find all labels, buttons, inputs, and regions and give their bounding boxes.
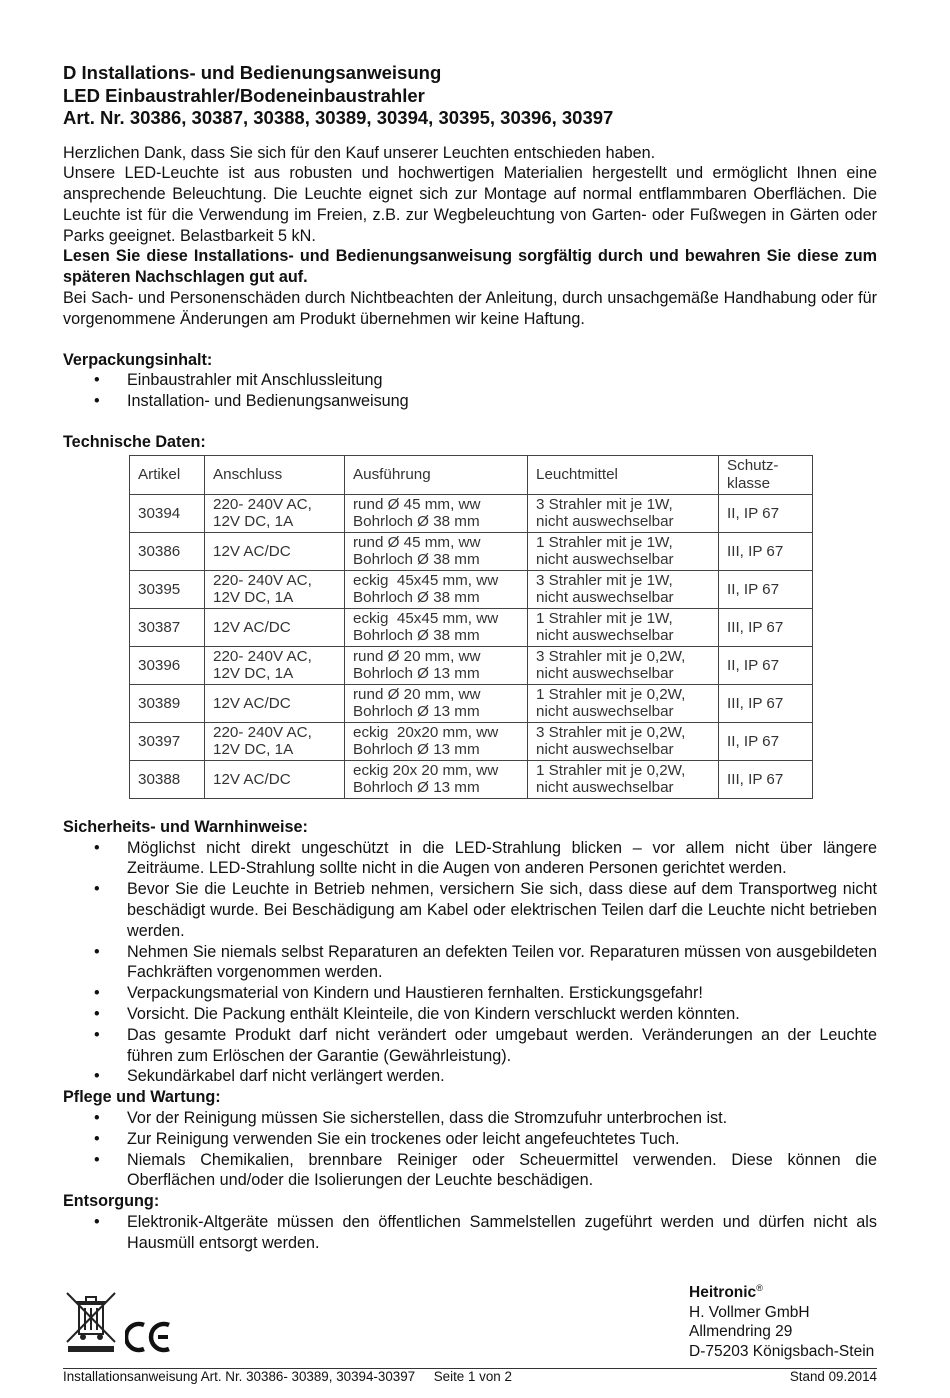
list-item: • Sekundärkabel darf nicht verlängert werden. [63, 1066, 877, 1087]
crossed-out-bin-icon [64, 1290, 118, 1354]
table-cell: 1 Strahler mit je 0,2W, nicht auswechselbar [528, 760, 719, 798]
table-cell: 3 Strahler mit je 1W, nicht auswechselbar [528, 570, 719, 608]
tech-table-body [130, 494, 813, 798]
table-cell: 1 Strahler mit je 1W, nicht auswechselbar [528, 532, 719, 570]
disposal-heading: Entsorgung: [63, 1192, 160, 1211]
table-cell: 220- 240V AC, 12V DC, 1A [205, 494, 345, 532]
table-cell: 30394 [130, 494, 205, 532]
table-cell: 30395 [130, 570, 205, 608]
table-cell: II, IP 67 [719, 494, 813, 532]
table-row [130, 646, 813, 684]
list-item: • Elektronik-Altgeräte müssen den öffentlichen Sammelstellen zugeführt werden und dürfen nicht als Hausmüll entsorgt werden. [63, 1212, 877, 1254]
table-cell: II, IP 67 [719, 570, 813, 608]
tech-heading: Technische Daten: [63, 433, 206, 452]
table-cell: 30387 [130, 608, 205, 646]
table-cell: 3 Strahler mit je 0,2W, nicht auswechselbar [528, 646, 719, 684]
intro-read-notice: Lesen Sie diese Installations- und Bedienungsanweisung sorgfältig durch und bewahren Sie diese zum späteren Nachschlagen gut auf. [63, 247, 877, 287]
table-cell: rund Ø 45 mm, ww Bohrloch Ø 38 mm [345, 494, 528, 532]
care-list [63, 1108, 877, 1191]
intro-section [63, 143, 877, 330]
company-brand: Heitronic [689, 1284, 757, 1302]
table-cell: II, IP 67 [719, 722, 813, 760]
table-cell: 12V AC/DC [205, 684, 345, 722]
column-header: Artikel [130, 455, 205, 494]
table-cell: 3 Strahler mit je 1W, nicht auswechselbar [528, 494, 719, 532]
table-cell: eckig 45x45 mm, ww Bohrloch Ø 38 mm [345, 570, 528, 608]
table-cell: eckig 45x45 mm, ww Bohrloch Ø 38 mm [345, 608, 528, 646]
table-cell: rund Ø 45 mm, ww Bohrloch Ø 38 mm [345, 532, 528, 570]
table-cell: 30397 [130, 722, 205, 760]
table-row [130, 684, 813, 722]
table-header-row [130, 455, 813, 494]
document-body [63, 62, 877, 1254]
table-row [130, 722, 813, 760]
safety-list [63, 838, 877, 1088]
title-line-3: Art. Nr. 30386, 30387, 30388, 30389, 30394, 30395, 30396, 30397 [63, 107, 614, 128]
list-item: • Das gesamte Produkt darf nicht verändert oder umgebaut werden. Veränderungen an der Leuchte führen zum Erlöschen der Garantie (Gewährleistung). [63, 1025, 877, 1067]
footer-document-info: Installationsanweisung Art. Nr. 30386- 30389, 30394-30397 Seite 1 von 2 [63, 1369, 512, 1384]
list-item: • Niemals Chemikalien, brennbare Reiniger oder Scheuermittel verwenden. Diese können die Oberflächen und/oder die Isolierungen der Leuchte beschädigen. [63, 1150, 877, 1192]
intro-thanks: Herzlichen Dank, dass Sie sich für den Kauf unserer Leuchten entschieden haben. [63, 143, 656, 162]
table-cell: eckig 20x20 mm, ww Bohrloch Ø 13 mm [345, 722, 528, 760]
title-line-1: D Installations- und Bedienungsanweisung [63, 62, 442, 83]
table-cell: III, IP 67 [719, 608, 813, 646]
table-cell: 12V AC/DC [205, 760, 345, 798]
intro-liability: Bei Sach- und Personenschäden durch Nichtbeachten der Anleitung, durch unsachgemäße Handhabung oder für vorgenommene Änderungen am Produkt übernehmen wir keine Haftung. [63, 289, 877, 328]
column-header: Anschluss [205, 455, 345, 494]
list-item: • Nehmen Sie niemals selbst Reparaturen an defekten Teilen vor. Reparaturen müssen von ausgebildeten Fachkräften vorgenommen werden. [63, 942, 877, 984]
tech-table [129, 455, 813, 799]
table-cell: 220- 240V AC, 12V DC, 1A [205, 722, 345, 760]
list-item: • Installation- und Bedienungsanweisung [63, 391, 877, 412]
list-item: • Vorsicht. Die Packung enthält Kleinteile, die von Kindern verschluckt werden könnten. [63, 1004, 877, 1025]
table-cell: 3 Strahler mit je 0,2W, nicht auswechselbar [528, 722, 719, 760]
column-header: Schutz- klasse [719, 455, 813, 494]
list-item: • Vor der Reinigung müssen Sie sicherstellen, dass die Stromzufuhr unterbrochen ist. [63, 1108, 877, 1129]
table-row [130, 494, 813, 532]
table-cell: 30388 [130, 760, 205, 798]
column-header: Leuchtmittel [528, 455, 719, 494]
company-city: D-75203 Königsbach-Stein [689, 1342, 875, 1360]
table-cell: eckig 20x 20 mm, ww Bohrloch Ø 13 mm [345, 760, 528, 798]
table-cell: 1 Strahler mit je 1W, nicht auswechselbar [528, 608, 719, 646]
company-name: H. Vollmer GmbH [689, 1303, 810, 1321]
table-cell: 12V AC/DC [205, 608, 345, 646]
packaging-list [63, 370, 877, 412]
list-item: • Zur Reinigung verwenden Sie ein trockenes oder leicht angefeuchtetes Tuch. [63, 1129, 877, 1150]
list-item: • Bevor Sie die Leuchte in Betrieb nehmen, versichern Sie sich, dass diese auf dem Transportweg nicht beschädigt wurde. Bei Beschädigung am Kabel oder elektrischen Teilen darf die Leuchte nicht betrieben werden. [63, 879, 877, 941]
packaging-heading: Verpackungsinhalt: [63, 350, 213, 369]
table-row [130, 570, 813, 608]
footer-version: Stand 09.2014 [789, 1369, 877, 1384]
table-cell: rund Ø 20 mm, ww Bohrloch Ø 13 mm [345, 684, 528, 722]
table-cell: 30396 [130, 646, 205, 684]
table-cell: 30386 [130, 532, 205, 570]
table-cell: III, IP 67 [719, 760, 813, 798]
care-heading: Pflege und Wartung: [63, 1088, 221, 1107]
column-header: Ausführung [345, 455, 528, 494]
safety-heading: Sicherheits- und Warnhinweise: [63, 817, 308, 836]
table-cell: III, IP 67 [719, 532, 813, 570]
ce-mark-icon [125, 1320, 173, 1354]
table-cell: 220- 240V AC, 12V DC, 1A [205, 646, 345, 684]
registered-mark: ® [756, 1283, 763, 1293]
list-item: • Verpackungsmaterial von Kindern und Haustieren fernhalten. Erstickungsgefahr! [63, 983, 877, 1004]
table-cell: III, IP 67 [719, 684, 813, 722]
company-street: Allmendring 29 [689, 1323, 793, 1341]
title-line-2: LED Einbaustrahler/Bodeneinbaustrahler [63, 84, 425, 106]
table-cell: 12V AC/DC [205, 532, 345, 570]
list-item: • Einbaustrahler mit Anschlussleitung [63, 370, 877, 391]
table-cell: II, IP 67 [719, 646, 813, 684]
table-cell: 1 Strahler mit je 0,2W, nicht auswechselbar [528, 684, 719, 722]
table-row [130, 760, 813, 798]
table-cell: 220- 240V AC, 12V DC, 1A [205, 570, 345, 608]
company-address [689, 1279, 874, 1361]
table-row [130, 608, 813, 646]
list-item: • Möglichst nicht direkt ungeschützt in die LED-Strahlung blicken – vor allem nicht über längere Zeiträume. LED-Strahlung sollte nicht in die Augen von anderen Personen gerichtet werden. [63, 838, 877, 880]
table-cell: rund Ø 20 mm, ww Bohrloch Ø 13 mm [345, 646, 528, 684]
table-cell: 30389 [130, 684, 205, 722]
table-row [130, 532, 813, 570]
intro-description: Unsere LED-Leuchte ist aus robusten und hochwertigen Materialien hergestellt und ermöglicht Ihnen eine ansprechende Beleuchtung. Die Leuchte eignet sich zur Montage auf normal entflammbaren Oberflächen. Die Leuchte ist für die Verwendung im Freien, z.B. zur Wegbeleuchtung von Garten- oder Fußwegen in Gärten oder Parks geeignet. Belastbarkeit 5 kN. [63, 164, 877, 245]
disposal-list [63, 1212, 877, 1254]
